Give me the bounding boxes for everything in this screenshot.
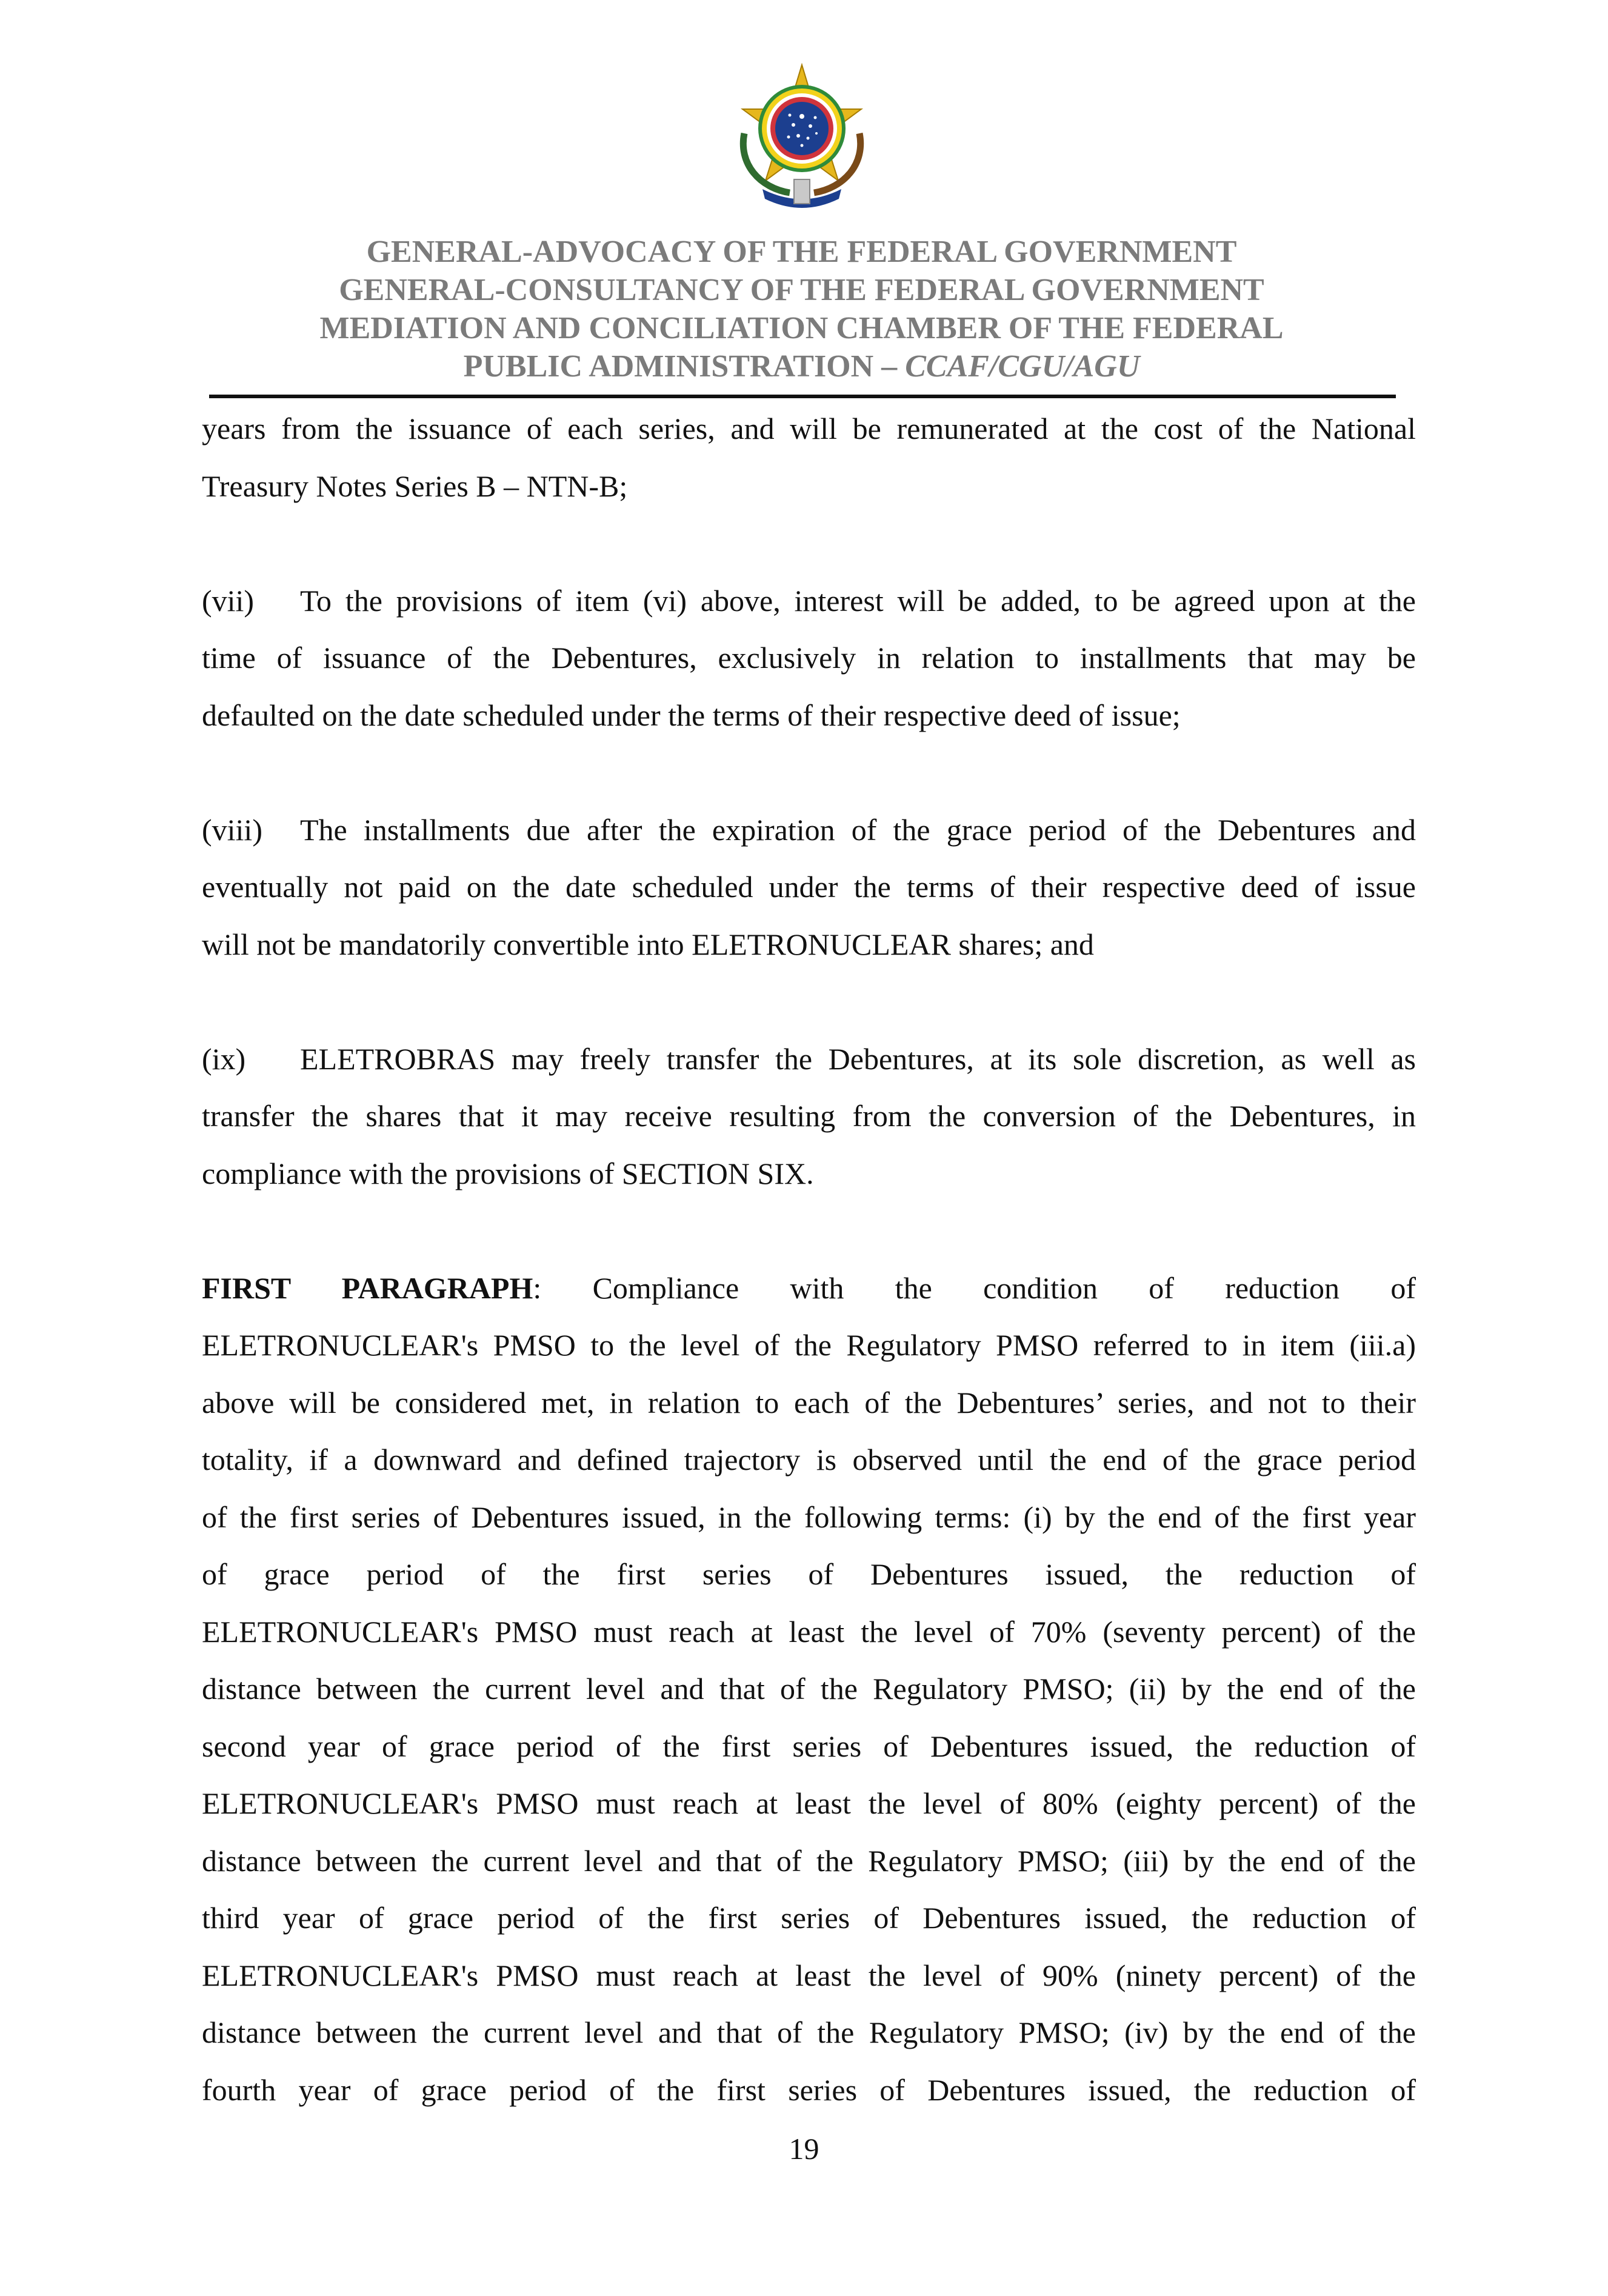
item-ix-line — [202, 1030, 1416, 1088]
item-number: (vii) — [202, 583, 255, 618]
header-line-3: MEDIATION AND CONCILIATION CHAMBER OF THE FEDERAL — [319, 311, 1284, 345]
item-text: To the provisions of item (vi) above, interest will be added, to be agreed upon at the — [300, 583, 1416, 618]
first-paragraph-line: of grace period of the first series of Debentures issued, the reduction of — [202, 1557, 1416, 1591]
first-paragraph-line — [202, 1260, 1416, 1317]
first-paragraph-line: distance between the current level and that of the Regulatory PMSO; (ii) by the end of the — [202, 1672, 1416, 1706]
first-paragraph-line: totality, if a downward and defined trajectory is observed until the end of the grace period — [202, 1443, 1416, 1477]
first-paragraph-line: above will be considered met, in relation to each of the Debentures’ series, and not to their — [202, 1385, 1416, 1420]
item-number: (viii) — [202, 812, 262, 847]
first-paragraph-line: distance between the current level and that of the Regulatory PMSO; (iv) by the end of the — [202, 2015, 1416, 2049]
item-text: ELETROBRAS may freely transfer the Debentures, at its sole discretion, as well as — [300, 1041, 1416, 1076]
item-vii-line — [202, 572, 1416, 630]
first-paragraph-line: ELETRONUCLEAR's PMSO must reach at least the level of 80% (eighty percent) of the — [202, 1786, 1416, 1820]
first-paragraph-line: ELETRONUCLEAR's PMSO must reach at least the level of 90% (ninety percent) of the — [202, 1958, 1416, 1992]
first-paragraph-line: ELETRONUCLEAR's PMSO to the level of the Regulatory PMSO referred to in item (iii.a) — [202, 1328, 1416, 1362]
letterhead — [206, 61, 1397, 385]
item-ix-line: transfer the shares that it may receive resulting from the conversion of the Debentures, in — [202, 1099, 1416, 1133]
item-text: The installments due after the expiration of the grace period of the Debentures and — [300, 812, 1416, 847]
first-paragraph-line: ELETRONUCLEAR's PMSO must reach at least the level of 70% (seventy percent) of the — [202, 1614, 1416, 1649]
first-paragraph-label: FIRST PARAGRAPH — [202, 1270, 533, 1305]
item-vii-line: time of issuance of the Debentures, exclusively in relation to installments that may be — [202, 641, 1416, 675]
header-divider — [209, 395, 1396, 398]
document-body — [202, 400, 1416, 2118]
item-vii-line: defaulted on the date scheduled under the terms of their respective deed of issue; — [202, 698, 1181, 732]
header-line-2: GENERAL-CONSULTANCY OF THE FEDERAL GOVERNMENT — [339, 273, 1264, 307]
header-line-4 — [206, 347, 1397, 385]
continuation-line: Treasury Notes Series B – NTN-B; — [202, 469, 628, 503]
continuation-line: years from the issuance of each series, and will be remunerated at the cost of the National — [202, 412, 1416, 446]
item-viii-line — [202, 801, 1416, 859]
item-viii-line: eventually not paid on the date scheduled under the terms of their respective deed of issue — [202, 870, 1416, 904]
first-paragraph-line: of the first series of Debentures issued, in the following terms: (i) by the end of the first year — [202, 1500, 1416, 1534]
item-viii-line: will not be mandatorily convertible into ELETRONUCLEAR shares; and — [202, 927, 1094, 961]
item-number: (ix) — [202, 1041, 246, 1076]
coat-of-arms-icon — [726, 61, 878, 212]
first-paragraph-line: third year of grace period of the first series of Debentures issued, the reduction of — [202, 1901, 1416, 1935]
first-paragraph-line: distance between the current level and that of the Regulatory PMSO; (iii) by the end of the — [202, 1843, 1416, 1878]
header-line-4-text: PUBLIC ADMINISTRATION – — [463, 349, 898, 384]
first-paragraph-line: fourth year of grace period of the first series of Debentures issued, the reduction of — [202, 2072, 1416, 2107]
first-paragraph-line: second year of grace period of the first series of Debentures issued, the reduction of — [202, 1729, 1416, 1763]
header-line-1: GENERAL-ADVOCACY OF THE FEDERAL GOVERNMENT — [366, 235, 1237, 269]
first-paragraph-text: : Compliance with the condition of reduction of — [533, 1270, 1416, 1305]
header-acronym: CCAF/CGU/AGU — [905, 349, 1140, 384]
page-number: 19 — [789, 2132, 819, 2166]
item-ix-line: compliance with the provisions of SECTION SIX. — [202, 1156, 814, 1190]
